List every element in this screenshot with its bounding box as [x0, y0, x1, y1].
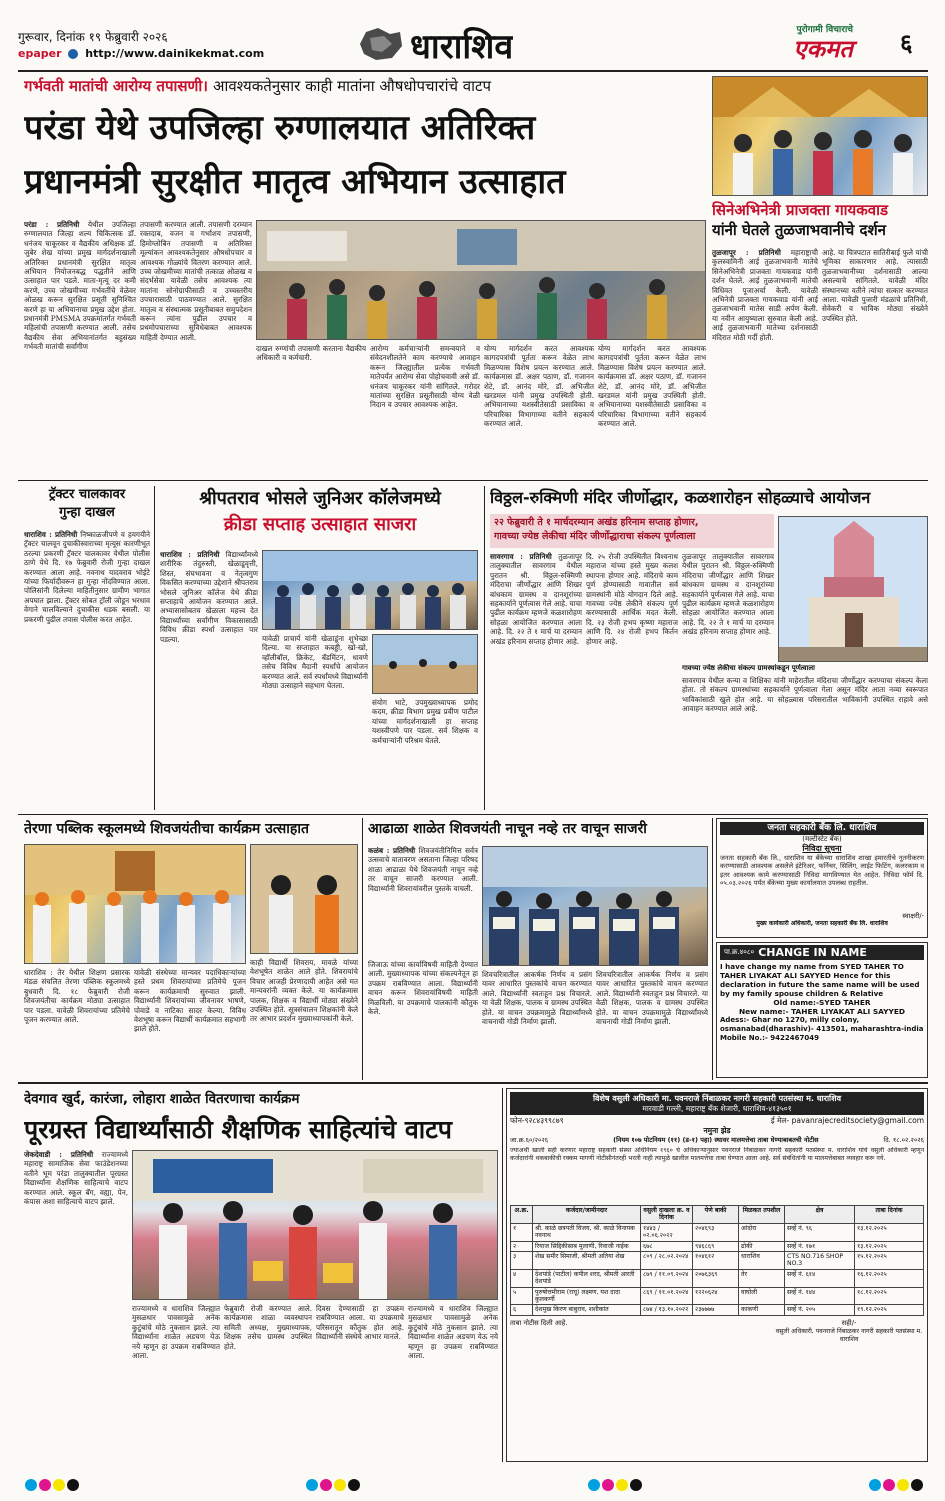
- sports-col1-body: विद्यार्थ्यांमध्ये शारीरिक तंदुरुस्ती, खेळाडूवृत्ती, शिस्त, संघभावना व नेतृत्वगुण विकसित करण्याच्या उद्देशाने श्रीपतराव भोसले जुनिअर कॉलेज येथे क्रीडा सप्ताहाचे आयोजन करण्यात आले. अभ्यासासोबतच खेळाला महत्त्व देत विद्यार्थ्यांच्या सर्वांगीण विकासासाठी विविध क्रीडा स्पर्धा उत्साहात पार पडल्या.: [160, 550, 258, 644]
- actress-text-col2: आहे. या चित्रपटात सातिरीबाई फुले यांची भूमिका साकारणार आहे. त्यासाठी तुळजाभवानीच्या दर्शनासाठी आल्या असल्याचे सांगितले. यावेळी मंदिर संस्थानच्या वतीने त्यांचा सत्कार करण्यात आला. यावेळी पुजारी मंडळाचे प्रतिनिधी, सेवेकरी व भाविक मोठ्या संख्येने उपस्थित होते.: [822, 248, 928, 323]
- pn-cell: श्री. काळे छत्रपती विजय, श्री. काळे विनायक नवनाथ: [533, 1223, 641, 1241]
- temple-col1-body: तुळजापूर तालुक्यातील सावरगाव येथील पुरातन श्री. विठ्ठल-रुक्मिणी मंदिराचा जीर्णोद्धार आणि शिखर बांधकाम ग्रामस्थ व दानशूरांच्या सहकार्याने पूर्णत्वास गेले आहे. याचा पुढील कार्यक्रम म्हणजे कळशारोहण सोहळा आयोजित करण्यात आला आहे. दि. २२ ते १ मार्च या दरम्यान अखंड हरिनाम सप्ताह होणार आहे.: [490, 552, 582, 646]
- pn-cell: ४: [511, 1269, 533, 1287]
- divider-v-tractor: [154, 486, 155, 810]
- pn-cell: धाराशिव: [739, 1252, 785, 1270]
- pn-cell: ८६९ / ११.०१.२०२४: [641, 1287, 693, 1305]
- pn-cell: ६७८: [641, 1241, 693, 1251]
- pn-cell: शेख समीर सिमाजी, श्रीमती अतिया शेख: [533, 1252, 641, 1270]
- lead-col1-body: येथील उपजिल्हा रुग्णालयात जिल्हा शल्य चिकित्सक डॉ. धनंजय चाकूरकर व वैद्यकीय अधिक्षक डॉ. जुबेर शेख यांच्या प्रमुख मार्गदर्शनाखाली अतिरिक्त प्रधानमंत्री सुरक्षित मातृत्व अभियान नियोजनबद्ध पद्धतीने आणि उत्साहात पार पडले. माता-मृत्यू दर कमी करणे, उच्च जोखमीच्या गर्भवतींचे वेळेवर ओळख करून सुरक्षित प्रसूती सुनिश्चित करणे हा या अभियानाचा प्रमुख उद्देश होता. प्रधानमंत्री PMSMA उपक्रमांतर्गत गर्भवती महिलांची तपासणी करण्यात आली. तसेच वैद्यकीय सेवा अभियानांतर्गत बहुसंख्य गर्भवती मातांची सर्वांगीण: [24, 220, 136, 352]
- bank-notice-body: जनता सहकारी बँक लि., धाराशिव या बँकेच्या धाराशिव शाखा इमारतीचे नूतनीकरण करण्यासाठी आवश्यक असलेले इंटेरिअर, फर्निचर, सिलिंग, लाईट फिटिंग, कलरकाम व इतर आवश्यक कामे करण्यासाठी निविदा मागविण्यात येत आहेत. निविदा फॉर्म दि. ०५.०३.२०२६ पर्यंत बँकेच्या मुख्य कार्यालयात उपलब्ध राहतील.: [720, 854, 924, 888]
- kicker-black: आवश्यकतेनुसार काही मातांना औषधोपचारांचे वाटप: [213, 77, 492, 95]
- adhala-headline: आढाळा शाळेत शिवजयंती नाचून नव्हे तर वाचून साजरी: [368, 821, 647, 837]
- black-mark: [67, 1479, 79, 1491]
- divider-row3: [18, 814, 928, 815]
- black-mark: [911, 1479, 923, 1491]
- pn-cell: १०४६१२: [693, 1252, 739, 1270]
- pn-cell: ५: [511, 1287, 533, 1305]
- section-title: धाराशिव: [410, 27, 514, 67]
- adhala-photo-reading: [482, 846, 708, 966]
- pn-cell: सर्व्हे नं. २०५: [785, 1305, 855, 1315]
- masthead: [18, 20, 928, 68]
- pn-signatory: सही/-: [841, 1318, 857, 1327]
- lead-text-col2: तपासणी करण्यात आली. तपासणी दरम्यान रक्तदाब, वजन व गर्भाशय तपासणी, हिमोग्लोबिन तपासणी व अतिरिक्त मूल्यांकन आवश्यकतेनुसार औषधोपचार व आवश्यक गोळ्यांचे वितरण करण्यात आले. उच्च जोखमीच्या मातांची तत्काळ ओळख व संदर्भसेवा यावेळी तसेच आवश्यक त्या मातांना सोनोग्राफीसाठी व उच्चस्तरीय उपचारासाठी पाठवण्यात आले. सुरक्षित मातृत्व व संस्थात्मक प्रसूतीबाबत समुपदेशन करून त्यांना पुढील उपचार व प्रथमोपचाराच्या सुविधेबाबत आवश्यक माहिती देण्यात आली.: [140, 220, 252, 342]
- table-row: [511, 1305, 924, 1315]
- pn-cell: १३.१२.२०२५: [855, 1241, 924, 1251]
- lead-headline-line1: परंडा येथे उपजिल्हा रुग्णालयात अतिरिक्त: [24, 108, 536, 148]
- con-mobile: Mobile No.:- 9422467049: [720, 1034, 819, 1042]
- epaper-label: epaper: [18, 47, 62, 60]
- bank-notice: [716, 818, 928, 938]
- table-row: [511, 1252, 924, 1270]
- magenta-mark: [320, 1479, 332, 1491]
- cyan-mark: [588, 1479, 600, 1491]
- page-number: ६: [900, 29, 913, 57]
- cyan-mark: [306, 1479, 318, 1491]
- color-registration-marks: [24, 1476, 924, 1492]
- tractor-headline-line1: ट्रॅक्टर चालकावर: [48, 487, 126, 502]
- flood-photo-distribution: [132, 1150, 498, 1300]
- temple-photo-caption: गावच्या ज्येष्ठ लेकीचा संकल्प ग्रामस्थांकडून पूर्णत्वाला: [682, 664, 815, 672]
- epaper-line: [18, 47, 264, 60]
- pn-ref: जा.क्र.६०/२०२६: [510, 1136, 549, 1144]
- pn-col-header: कर्जदार/जामीनदार: [533, 1206, 641, 1224]
- yellow-mark: [897, 1479, 909, 1491]
- table-row: [511, 1241, 924, 1251]
- terna-text-col3: काही विद्यार्थी शिवराय, मावळे यांच्या वेशभूषेत शाळेत आले होते. शिवरायांचे विचार आजही प्रेरणादायी आहेत असे मत मान्यवरांनी व्यक्त केले. या कार्यक्रमास पालक, शिक्षक व विद्यार्थी मोठ्या संख्येने उपस्थित होते. सूत्रसंचालन शिक्षकांनी केले तर आभार प्रदर्शन मुख्याध्यापकांनी केले.: [250, 958, 358, 1024]
- yellow-mark: [53, 1479, 65, 1491]
- pn-col-header: येणे बाकी: [693, 1206, 739, 1224]
- kicker-red: गर्भवती मातांची आरोग्य तपासणी।: [24, 77, 208, 95]
- terna-text-col1: धाराशिव : तेर येथील शिक्षण प्रसारक मंडळ संचलित तेरणा पब्लिक स्कूलमध्ये बुधवारी दि. १८ फेब्रुवारी रोजी शिवजयंतीचा कार्यक्रम मोठ्या उत्साहात पार पडला. यावेळी शिवरायांच्या प्रतिमेचे पूजन करण्यात आले.: [24, 968, 130, 1025]
- actress-col1-body: महाराष्ट्राची कुलस्वामिनी आई तुळजाभवानी मातेचे सिनेअभिनेत्री प्राजक्ता गायकवाड यांनी दर्शन घेतले. आई तुळजाभवानी मातेची विधिवत पूजाअर्चा केली. यावेळी अभिनेत्री प्राजक्ता गायकवाड यांनी आई तुळजाभवानी मातेस साडी अर्पण केली. या नवीन आयुष्याला सुरुवात केली आहे. आई तुळजाभवानी मातेच्या दर्शनासाठी मंदिरात मोठी गर्दी होती.: [712, 248, 818, 342]
- lead-text-col5: योग्य मार्गदर्शन करत आवश्यक कागदपत्रांची पूर्तता करून वेळेत लाभ मिळण्यास विशेष प्रयत्न करण्यात आले. कार्यक्रमास डॉ. अक्षर पठाण, डॉ. गजानन शेटे, डॉ. आनंद मोरे, डॉ. अभिजीत खरडमल यांनी प्रमुख उपस्थिती होती. अभियानाच्या यशस्वीतेसाठी प्रसाविका व परिचारिका विभागाच्या वतीने सहकार्य करण्यात आले.: [598, 344, 706, 429]
- pn-form-label: नमुना झेड: [703, 1126, 731, 1135]
- pn-cell: आंदोरा: [739, 1223, 785, 1241]
- pn-col-header: वसुली दाखला क्र. व दिनांक: [641, 1206, 693, 1224]
- pn-signatory-role: वसुली अधिकारी, पवनराजे निंबाळकर नागरी सहकारी पतसंस्था म. धाराशिव: [775, 1327, 923, 1343]
- pn-header: [510, 1092, 924, 1115]
- bank-notice-subtitle: (मल्टीस्टेट बँक): [802, 835, 842, 843]
- paper-tagline: पुरोगामी विचाराचे: [796, 25, 853, 35]
- paper-name: एकमत: [793, 35, 853, 63]
- con-ref: पा.क्र.४०८०: [724, 948, 755, 956]
- sports-text-col4: संयोग भाटे, उपमुख्याध्यापक प्रमोद कदम, क्रीडा विभाग प्रमुख प्रवीण पाटील यांच्या मार्गदर्शनाखाली हा सप्ताह यशस्वीपणे पार पडला. सर्व शिक्षक व कर्मचाऱ्यांनी परिश्रम घेतले.: [372, 698, 478, 745]
- flood-text-col5: राज्यामध्ये व धाराशिव जिल्ह्यात मुसळधार पावसामुळे अनेक कुटुंबांचे मोठे नुकसान झाले. त्या विद्यार्थ्यांना शाळेत अडचण येऊ नये म्हणून हा उपक्रम राबविण्यात आला.: [408, 1304, 498, 1361]
- epaper-url[interactable]: http://www.dainikekmat.com: [85, 47, 265, 60]
- lead-text-col4: योग्य मार्गदर्शन करत आवश्यक कागदपत्रांची पूर्तता करून वेळेत लाभ मिळण्यास विशेष प्रयत्न करण्यात आले. कार्यक्रमास डॉ. अक्षर पठाण, डॉ. गजानन शेटे, डॉ. आनंद मोरे, डॉ. अभिजीत खरडमल यांनी प्रमुख उपस्थिती होती. अभियानाच्या यशस्वीतेसाठी प्रसाविका व परिचारिका विभागाच्या वतीने सहकार्य करण्यात आले.: [484, 344, 594, 429]
- temple-subhead-box: [490, 514, 774, 548]
- pn-cell: रियाज सिद्दिकीसाब मुलाणी, रिवाजी नाईक: [533, 1241, 641, 1251]
- temple-headline: विठ्ठल-रुक्मिणी मंदिर जीर्णोद्धार, कळशारोहन सोहळ्याचे आयोजन: [490, 488, 871, 507]
- flood-dateline: जेकदेवाडी : प्रतिनिधी: [24, 1150, 94, 1159]
- adhala-dateline: कळंब : प्रतिनिधी: [368, 846, 416, 855]
- pn-header-line1: विशेष वसुली अधिकारी मा. पवनराजे निंबाळकर नागरी सहकारी पतसंस्था म. धाराशिव: [592, 1094, 842, 1103]
- pn-cell: १६.१२.२०२५: [855, 1269, 924, 1287]
- temple-text-col2: दि. २५ रोजी उपस्थितीत विश्वनाथ महाराज यांच्या हस्ते मुख्य कलश स्थापना होणार आहे. मंदिराचे काम पूर्ण होण्यासाठी गावातील सर्व ग्रामस्थांनी मोठे योगदान दिले आहे. गावच्या ज्येष्ठ लेकीने संकल्प पूर्ण करण्यासाठी आर्थिक मदत केली. दि. २३ रोजी हभप कृष्णा महाराज आणि दि. २४ रोजी हभप किर्तन होणार आहे.: [586, 552, 678, 646]
- tractor-headline-box: [24, 486, 150, 526]
- tractor-body: निष्काळजीपणे व हयगयीने ट्रॅक्टर चालवून दुचाकीस्वाराच्या मृत्यूस कारणीभूत ठरल्या प्रकरणी ट्रॅक्टर चालकावर येथील पोलीस ठाणे येथे दि. १७ फेब्रुवारी रोजी गुन्हा दाखल करण्यात आला आहे. नवनाथ यादवराव भोईटे यांच्या फिर्यादीवरून हा गुन्हा नोंदविण्यात आला. पोलिसांनी दिलेल्या माहितीनुसार ग्रामीण भागात अपघात झाला. ट्रॅक्टर सोबत ट्रॉली जोडून भरधाव वेगाने चालविल्याने दुचाकीस धडक बसली. या प्रकरणी पुढील तपास पोलीस करत आहेत.: [24, 530, 150, 624]
- magenta-mark: [883, 1479, 895, 1491]
- pn-cell: १: [511, 1223, 533, 1241]
- pn-cell: पुरुषोत्तमीराम (राघू) लक्ष्मण, यश दादा कुलकर्णी: [533, 1287, 641, 1305]
- sports-text-col1: [160, 550, 258, 810]
- adhala-text-col1: [368, 846, 478, 956]
- pn-cell: २०४६९३: [693, 1223, 739, 1241]
- yellow-mark: [334, 1479, 346, 1491]
- pn-col-header: मिळकत तपशील: [739, 1206, 785, 1224]
- pn-cell: १५.१२.२०२५: [855, 1252, 924, 1270]
- pn-cell: १९.१२.२०२५: [855, 1305, 924, 1315]
- black-mark: [630, 1479, 642, 1491]
- pn-cell: १२२०६२४: [693, 1287, 739, 1305]
- tractor-text: [24, 530, 150, 810]
- divider-v-adhala: [712, 818, 713, 1080]
- adhala-col1-body: शिवजयंतीनिमित्त सर्वत्र उत्सवाचे वातावरण असताना जिल्हा परिषद शाळा आढाळा येथे शिवजयंती नाचून नव्हे तर वाचून साजरी करण्यात आली. विद्यार्थ्यांनी शिवरायांवरील पुस्तके वाचली.: [368, 846, 478, 893]
- pn-cell: सर्व्हे नं. ६१४: [785, 1269, 855, 1287]
- sports-photo-group: [262, 550, 478, 630]
- con-line1: I have change my name from SYED TAHER TO: [720, 962, 904, 971]
- pn-table: [510, 1205, 924, 1316]
- bank-notice-label: निविदा सूचना: [802, 844, 842, 853]
- flood-text-col1: [24, 1150, 128, 1460]
- flood-text-col2: राज्यामध्ये व धाराशिव जिल्ह्यात मुसळधार पावसामुळे अनेक कुटुंबांचे मोठे नुकसान झाले. त्या विद्यार्थ्यांना शाळेत अडचण येऊ नये म्हणून हा उपक्रम राबविण्यात आला.: [132, 1304, 220, 1361]
- header-rule: [18, 70, 928, 72]
- pn-col-header: अ.क्र.: [511, 1206, 533, 1224]
- terna-photo-students: [24, 844, 246, 964]
- terna-text-col2: यावेळी संस्थेच्या मान्यवर पदाधिकाऱ्यांच्या हस्ते प्रथम शिवरायांच्या प्रतिमेचे पूजन करून कार्यक्रमाची सुरुवात झाली. विद्यार्थ्यांनी शिवरायांच्या जीवनावर भाषणे, पोवाडे व नाटिका सादर केल्या. विविध वेशभूषा करून विद्यार्थी कार्यक्रमात सहभागी झाले होते.: [134, 968, 246, 1034]
- temple-subhead-line2: गावच्या ज्येष्ठ लेकीचा मंदिर जीर्णोद्धाराचा संकल्प पूर्णत्वाला: [494, 531, 696, 542]
- lead-kicker: [24, 76, 704, 100]
- tractor-headline-line2: गुन्हा दाखल: [59, 505, 115, 520]
- pn-cell: ३: [511, 1252, 533, 1270]
- pn-cell: तेर: [739, 1269, 785, 1287]
- table-row: [511, 1269, 924, 1287]
- con-old-name: Old name:-SYED TAHER: [773, 998, 871, 1007]
- pn-cell: २३७७७७: [693, 1305, 739, 1315]
- lead-text-col1: [24, 220, 136, 476]
- pn-cell: सर्व्हे नं. १७१: [785, 1241, 855, 1251]
- pn-place: ताबा नोटीस दिली आहे.: [510, 1318, 568, 1327]
- pn-cell: देशमुख किरण बाबुराव, शशीकांत: [533, 1305, 641, 1315]
- pn-cell: ९४६८६९: [693, 1241, 739, 1251]
- actress-dateline: तुळजापूर : प्रतिनिधी: [712, 248, 781, 257]
- adhala-text-col2: जिजाऊ यांच्या कार्याविषयी माहिती देण्यात आली. मुख्याध्यापक यांच्या संकल्पनेतून हा उपक्रम राबविण्यात आला. विद्यार्थ्यांनी वाचन करून शिवरायांविषयी माहिती मिळविली. या उपक्रमाचे पालकांनी कौतुक केले.: [368, 960, 478, 1017]
- sports-photo-field: [372, 634, 478, 694]
- lead-text-col3: आरोग्य कर्मचाऱ्यांनी समन्वयाने व संवेदनशीलतेने काम करण्याचे आवाहन करून जिल्ह्यातील प्रत्येक गर्भवती मातेपर्यंत आरोग्य सेवा पोहोचवावी असे डॉ. धनंजय चाकूरकर यांनी सांगितले. गरोदर मातांच्या सुरक्षित प्रसूतीसाठी योग्य वेळी निदान व उपचार आवश्यक आहेत.: [370, 344, 480, 410]
- pn-cell: CTS NO.716 SHOP NO.3: [785, 1252, 855, 1270]
- temple-subhead-line1: २२ फेब्रुवारी ते १ मार्चदरम्यान अखंड हरिनाम सप्ताह होणार,: [494, 517, 699, 528]
- terna-headline: तेरणा पब्लिक स्कूलमध्ये शिवजयंतीचा कार्यक्रम उत्साहात: [24, 821, 309, 837]
- paper-logo: [753, 22, 853, 66]
- cyan-mark: [869, 1479, 881, 1491]
- pn-cell: वाघोली: [739, 1287, 785, 1305]
- pn-col-header: ताबा दिनांक: [855, 1206, 924, 1224]
- terna-photo-small: [250, 844, 358, 954]
- pn-cell: देशपांडे (पाटील) कपील शरद, श्रीमती आरती देशपांडे: [533, 1269, 641, 1287]
- magenta-mark: [39, 1479, 51, 1491]
- con-label: CHANGE IN NAME: [758, 946, 867, 959]
- temple-text-col3a: तुळजापूर तालुक्यातील सावरगाव येथील पुरातन श्री. विठ्ठल-रुक्मिणी मंदिराचा जीर्णोद्धार आणि शिखर बांधकाम ग्रामस्थ व दानशूरांच्या सहकार्याने पूर्णत्वास गेले आहे. याचा पुढील कार्यक्रम म्हणजे कळशारोहण सोहळा आयोजित करण्यात आला आहे. दि. २२ ते १ मार्च या दरम्यान अखंड हरिनाम सप्ताह होणार आहे.: [682, 552, 774, 637]
- pn-col-header: क्षेत्र: [785, 1206, 855, 1224]
- bank-notice-role: मुख्य कार्यकारी अधिकारी, जनता सहकारी बँक लि. धाराशिव: [756, 920, 888, 927]
- pn-cell: ६: [511, 1305, 533, 1315]
- pn-phone: फोन-९२८४३९९८७९: [510, 1116, 564, 1125]
- pn-table-header: [511, 1206, 924, 1224]
- temple-text-col3: सावरगाव येथील कन्या व शिक्षिका यांनी माहेरातील मंदिराचा जीर्णोद्धार करण्याचा संकल्प केला होता. तो संकल्प ग्रामस्थांच्या सहकार्याने पूर्णत्वाला गेला असून मंदिर आता नव्या स्वरूपात भाविकांसाठी खुले होत आहे. या सोहळ्यास परिसरातील भाविकांनी उपस्थित राहावे असे आवाहन करण्यात आले आहे.: [682, 676, 928, 714]
- lead-headline-line2: प्रधानमंत्री सुरक्षीत मातृत्व अभियान उत्साहात: [24, 162, 566, 202]
- pn-cell: ८७९ / ११.०९.२०२४: [641, 1269, 693, 1287]
- actress-headline-box: [712, 200, 928, 244]
- table-row: [511, 1287, 924, 1305]
- flood-headline: पूरग्रस्त विद्यार्थ्यांसाठी शैक्षणिक साहित्यांचे वाटप: [24, 1115, 452, 1144]
- pn-cell: ८०९ / २८.०२.२०२४: [641, 1252, 693, 1270]
- con-address: Adess:- Ghar no 1270, milly colony, osmanabad(dharashiv)- 413501, maharashtra-india: [720, 1016, 924, 1033]
- sports-headline-box: [158, 486, 482, 546]
- flood-text-col3: फेब्रुवारी रोजी करण्यात आले. कार्यक्रमास शाळा व्यवस्थापन समिती अध्यक्ष, मुख्याध्यापक, शिक्षक तसेच ग्रामस्थ उपस्थित होते.: [224, 1304, 312, 1351]
- sports-text-col2: यावेळी प्राचार्य यांनी खेळाडूंना शुभेच्छा दिल्या. या सप्ताहात कबड्डी, खो-खो, व्हॉलीबॉल, क्रिकेट, बॅडमिंटन, धावणे तसेच विविध मैदानी स्पर्धांचे आयोजन करण्यात आले. सर्व स्पर्धांमध्ये विद्यार्थ्यांनी मोठ्या उत्साहाने सहभाग घेतला.: [262, 634, 368, 691]
- divider-row2: [18, 480, 928, 481]
- pn-title: (नियम १०७ पोटनियम (११) (ड-१) पहा) स्थावर मालमत्तेचा ताबा घेण्याबाबतची नोटीस: [613, 1136, 819, 1144]
- con-new-name: New name:- TAHER LIYAKAT ALI SAYYED: [738, 1007, 906, 1016]
- pn-cell: २: [511, 1241, 533, 1251]
- adhala-text-col3: शिवचरित्रातील आकर्षक निर्णय व प्रसंग यावर आधारित पुस्तकांचे वाचन करण्यात आले. विद्यार्थ्यांनी स्वतःहून प्रश्न विचारले. या वेळी शिक्षक, पालक व ग्रामस्थ उपस्थित होते. या वाचन उपक्रमामुळे विद्यार्थ्यांमध्ये वाचनाची गोडी निर्माण झाली.: [482, 970, 592, 1027]
- bank-notice-title: जनता सहकारी बँक लि. धाराशिव: [720, 822, 924, 835]
- adhala-text-col4: शिवचरित्रातील आकर्षक निर्णय व प्रसंग यावर आधारित पुस्तकांचे वाचन करण्यात आले. विद्यार्थ्यांनी स्वतःहून प्रश्न विचारले. या वेळी शिक्षक, पालक व ग्रामस्थ उपस्थित होते. या वाचन उपक्रमामुळे विद्यार्थ्यांमध्ये वाचनाची गोडी निर्माण झाली.: [596, 970, 708, 1027]
- magenta-mark: [602, 1479, 614, 1491]
- district-map-emblem: [356, 24, 406, 64]
- divider-v-sports: [484, 486, 485, 810]
- tractor-dateline: धाराशिव : प्रतिनिधी: [24, 530, 78, 539]
- issue-date: गुरूवार, दिनांक १९ फेब्रुवारी २०२६: [18, 30, 168, 44]
- pn-cell: सर्व्हे नं. १४४: [785, 1287, 855, 1305]
- yellow-mark: [616, 1479, 628, 1491]
- change-of-name-ad: [716, 942, 928, 1078]
- temple-dateline: सावरगाव : प्रतिनिधी: [490, 552, 552, 561]
- sports-headline-line2: क्रीडा सप्ताह उत्साहात साजरा: [223, 514, 417, 535]
- divider-v-flood: [502, 1088, 503, 1462]
- pn-cell: १३.१२.२०२५: [855, 1223, 924, 1241]
- flood-col1-body: राज्यामध्ये महाराष्ट्र सामाजिक सेवा फाउंडेशनच्या वतीने भूम परंडा तालुक्यातील पूरग्रस्त विद्यार्थ्यांना शैक्षणिक साहित्याचे वाटप करण्यात आले. स्कूल बॅग, वह्या, पेन, कंपास अशा साहित्याचे वाटप झाले.: [24, 1150, 128, 1207]
- sports-dateline: धाराशिव : प्रतिनिधी: [160, 550, 220, 559]
- pn-cell: काकणी: [739, 1305, 785, 1315]
- pn-cell: ८७४ / १३.१०.२०२२: [641, 1305, 693, 1315]
- divider-row4: [18, 1082, 928, 1084]
- globe-icon: [68, 49, 78, 59]
- pn-date: दि. १८.०२.२०२६: [883, 1136, 924, 1144]
- temple-text-col1: [490, 552, 582, 810]
- pn-email: ई मेल- pavanrajecreditsociety@gmail.com: [770, 1116, 924, 1125]
- lead-photo-caption: दाखल रुग्णांची तपासणी करताना वैद्यकीय अधिकारी व कर्मचारी.: [256, 344, 366, 363]
- actress-headline-line1: सिनेअभिनेत्री प्राजक्ता गायकवाड: [712, 201, 889, 219]
- con-line2: TAHER LIYAKAT ALI SAYYED Hence for this declaration in future the same name will be used by my family spouse children & Relative: [720, 971, 920, 998]
- pn-cell: २०७६३६९: [693, 1269, 739, 1287]
- temple-photo-actress: [712, 76, 928, 196]
- actress-text-col1: [712, 248, 818, 476]
- sports-headline-line1: श्रीपतराव भोसले जुनिअर कॉलेजमध्ये: [199, 488, 441, 509]
- lead-dateline: परंडा : प्रतिनिधी: [24, 220, 80, 229]
- divider-v-terna: [362, 818, 363, 1080]
- pn-cell: १८.१२.२०२५: [855, 1287, 924, 1305]
- table-row: [511, 1223, 924, 1241]
- pn-body: ज्याअर्थी खाली सही करणार महाराष्ट्र सहकारी संस्था अधिनियम १९६० चे अधिकाऱ्यानुसार पवनराजे निंबाळकर नागरी सहकारी पतसंस्था म. धाराशिव यांचे वसुली अधिकारी म्हणून कर्जदारांनी थकबाकीची रक्कम मागणी नोटीसीनंतरही भरली नाही त्यामुळे खालील मालमत्तेचा ताबा घेण्यात आला आहे. सर्व संबंधितांनी या मालमत्तेबाबत व्यवहार करू नये.: [510, 1147, 924, 1162]
- lead-photo-hospital: [256, 220, 706, 340]
- temple-photo-building: [778, 516, 928, 662]
- pn-cell: सर्व्हे नं. ९६: [785, 1223, 855, 1241]
- bank-notice-signatory: स्वाक्षरी/-: [902, 912, 924, 920]
- flood-kicker: देवगाव खुर्द, कारंजा, लोहारा शाळेत वितरणाचा कार्यक्रम: [24, 1091, 300, 1107]
- possession-notice: [506, 1088, 928, 1462]
- actress-headline-line2: यांनी घेतले तुळजाभवानीचे दर्शन: [712, 221, 887, 239]
- black-mark: [348, 1479, 360, 1491]
- pn-cell: १४४३ / ०२.०६.२०२२: [641, 1223, 693, 1241]
- pn-header-line2: मारवाडी गल्ली, महाराष्ट्र बँक शेजारी, धाराशिव-४१३५०१: [642, 1104, 792, 1113]
- flood-text-col4: दिवस देण्यासाठी हा उपक्रम राबविण्यात आला. या उपक्रमाचे परिसरातून कौतुक होत आहे. विद्यार्थ्यांनी संस्थेचे आभार मानले.: [316, 1304, 404, 1342]
- pn-cell: ढोकी: [739, 1241, 785, 1251]
- cyan-mark: [25, 1479, 37, 1491]
